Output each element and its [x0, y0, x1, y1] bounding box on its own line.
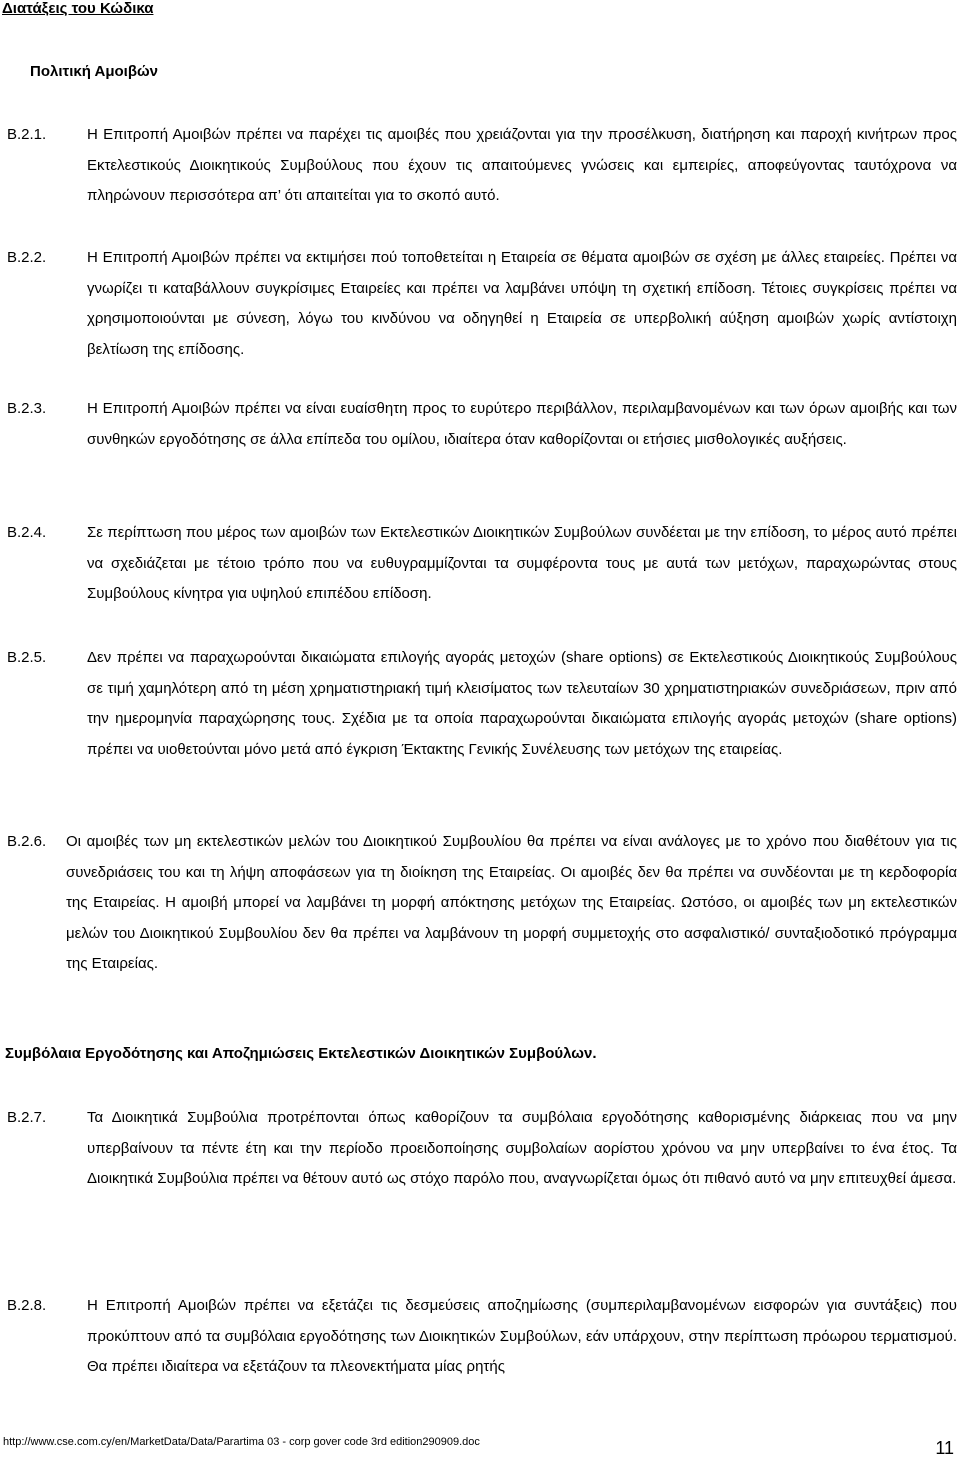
section-text: Η Επιτροπή Αμοιβών πρέπει να εκτιμήσει πού τοποθετείται η Εταιρεία σε θέματα αμοιβών σε σχέση με άλλες εταιρείες. Πρέπει να γνωρίζει τι καταβάλλουν συγκρίσιμες Εταιρείες και πρέπει να λαμβάνει υπόψη τη σχετική επίδοση. Τέτοιες συγκρίσεις πρέπει να χρησιμοποιούνται με σύνεση, λόγω του κινδύνου να οδηγηθεί η Εταιρεία σε υπερβολική αύξηση αμοιβών χωρίς αντίστοιχη βελτίωση της επίδοσης. [87, 249, 957, 358]
section-number: Β.2.3. [7, 400, 47, 417]
section-number: Β.2.1. [7, 126, 47, 143]
section-text: Η Επιτροπή Αμοιβών πρέπει να είναι ευαίσθητη προς το ευρύτερο περιβάλλον, περιλαμβανομένων και των όρων αμοιβής και των συνθηκών εργοδότησης σε άλλα επίπεδα του ομίλου, ιδιαίτερα όταν καθορίζονται οι ετήσιες μισθολογικές αυξήσεις. [87, 400, 957, 448]
section-number: Β.2.4. [7, 524, 47, 541]
page-number: 11 [935, 1438, 954, 1458]
section-number: Β.2.2. [7, 249, 47, 266]
page-title: Διατάξεις του Κώδικα [2, 0, 154, 17]
section-text: Δεν πρέπει να παραχωρούνται δικαιώματα επιλογής αγοράς μετοχών (share options) σε Εκτελεστικούς Διοικητικούς Συμβούλους σε τιμή χαμηλότερη από τη μέση χρηματιστηριακή τιμή κλεισίματος των τελευταίων 30 χρηματιστηριακών συνεδριάσεων, πριν από την ημερομηνία παραχώρησης τους. Σχέδια με τα οποία παραχωρούνται δικαιώματα επιλογής αγοράς μετοχών (share options) πρέπει να υιοθετούνται μόνο μετά από έγκριση Έκτακτης Γενικής Συνέλευσης των μετόχων της εταιρείας. [87, 649, 957, 758]
section-text: Τα Διοικητικά Συμβούλια προτρέπονται όπως καθορίζουν τα συμβόλαια εργοδότησης καθορισμένης διάρκειας που να μην υπερβαίνουν τα πέντε έτη και την περίοδο προειδοποίησης συμβολαίων αορίστου χρόνου να μην υπερβαίνει το ένα έτος. Τα Διοικητικά Συμβούλια πρέπει να θέτουν αυτό ως στόχο παρόλο που, αναγνωρίζεται όμως ότι πιθανό αυτό να μην επιτευχθεί άμεσα. [87, 1109, 957, 1187]
footer-url: http://www.cse.com.cy/en/MarketData/Data/Parartima 03 - corp gover code 3rd edition290909.doc [3, 1436, 480, 1448]
section-text: Η Επιτροπή Αμοιβών πρέπει να εξετάζει τις δεσμεύσεις αποζημίωσης (συμπεριλαμβανομένων εισφορών για συντάξεις) που προκύπτουν από τα συμβόλαια εργοδότησης των Διοικητικών Συμβούλων, εάν υπάρχουν, στην περίπτωση πρόωρου τερματισμού. Θα πρέπει ιδιαίτερα να εξετάζουν τα πλεονεκτήματα μίας ρητής [87, 1297, 957, 1375]
section-text: Σε περίπτωση που μέρος των αμοιβών των Εκτελεστικών Διοικητικών Συμβούλων συνδέεται με την επίδοση, το μέρος αυτό πρέπει να σχεδιάζεται με τέτοιο τρόπο που να ευθυγραμμίζονται τα συμφέροντα τους με αυτά των μετόχων, παραχωρώντας στους Συμβούλους κίνητρα για υψηλού επιπέδου επίδοση. [87, 524, 957, 602]
section-text: Οι αμοιβές των μη εκτελεστικών μελών του Διοικητικού Συμβουλίου θα πρέπει να είναι ανάλογες με το χρόνο που διαθέτουν για τις συνεδριάσεις του και τη λήψη αποφάσεων για τη διοίκηση της Εταιρείας. Οι αμοιβές δεν θα πρέπει να συνδέονται με τη κερδοφορία της Εταιρείας. Η αμοιβή μπορεί να λαμβάνει τη μορφή απόκτησης μετόχων της Εταιρείας. Ωστόσο, οι αμοιβές των μη εκτελεστικών μελών του Διοικητικού Συμβουλίου δεν θα πρέπει να λαμβάνουν τη μορφή συμμετοχής στο ασφαλιστικό/ συνταξιοδοτικό πρόγραμμα της Εταιρείας. [66, 833, 957, 972]
subheading: Συμβόλαια Εργοδότησης και Αποζημιώσεις Εκτελεστικών Διοικητικών Συμβούλων. [5, 1045, 597, 1062]
section-heading: Πολιτική Αμοιβών [30, 63, 159, 80]
section-number: Β.2.6. [7, 833, 47, 850]
section-number: Β.2.5. [7, 649, 47, 666]
section-number: Β.2.8. [7, 1297, 47, 1314]
section-number: Β.2.7. [7, 1109, 47, 1126]
section-text: Η Επιτροπή Αμοιβών πρέπει να παρέχει τις αμοιβές που χρειάζονται για την προσέλκυση, διατήρηση και παροχή κινήτρων προς Εκτελεστικούς Διοικητικούς Συμβούλους που έχουν τις απαιτούμενες γνώσεις και εμπειρίες, αποφεύγοντας ταυτόχρονα να πληρώνουν περισσότερα απ’ ότι απαιτείται για το σκοπό αυτό. [87, 126, 957, 204]
